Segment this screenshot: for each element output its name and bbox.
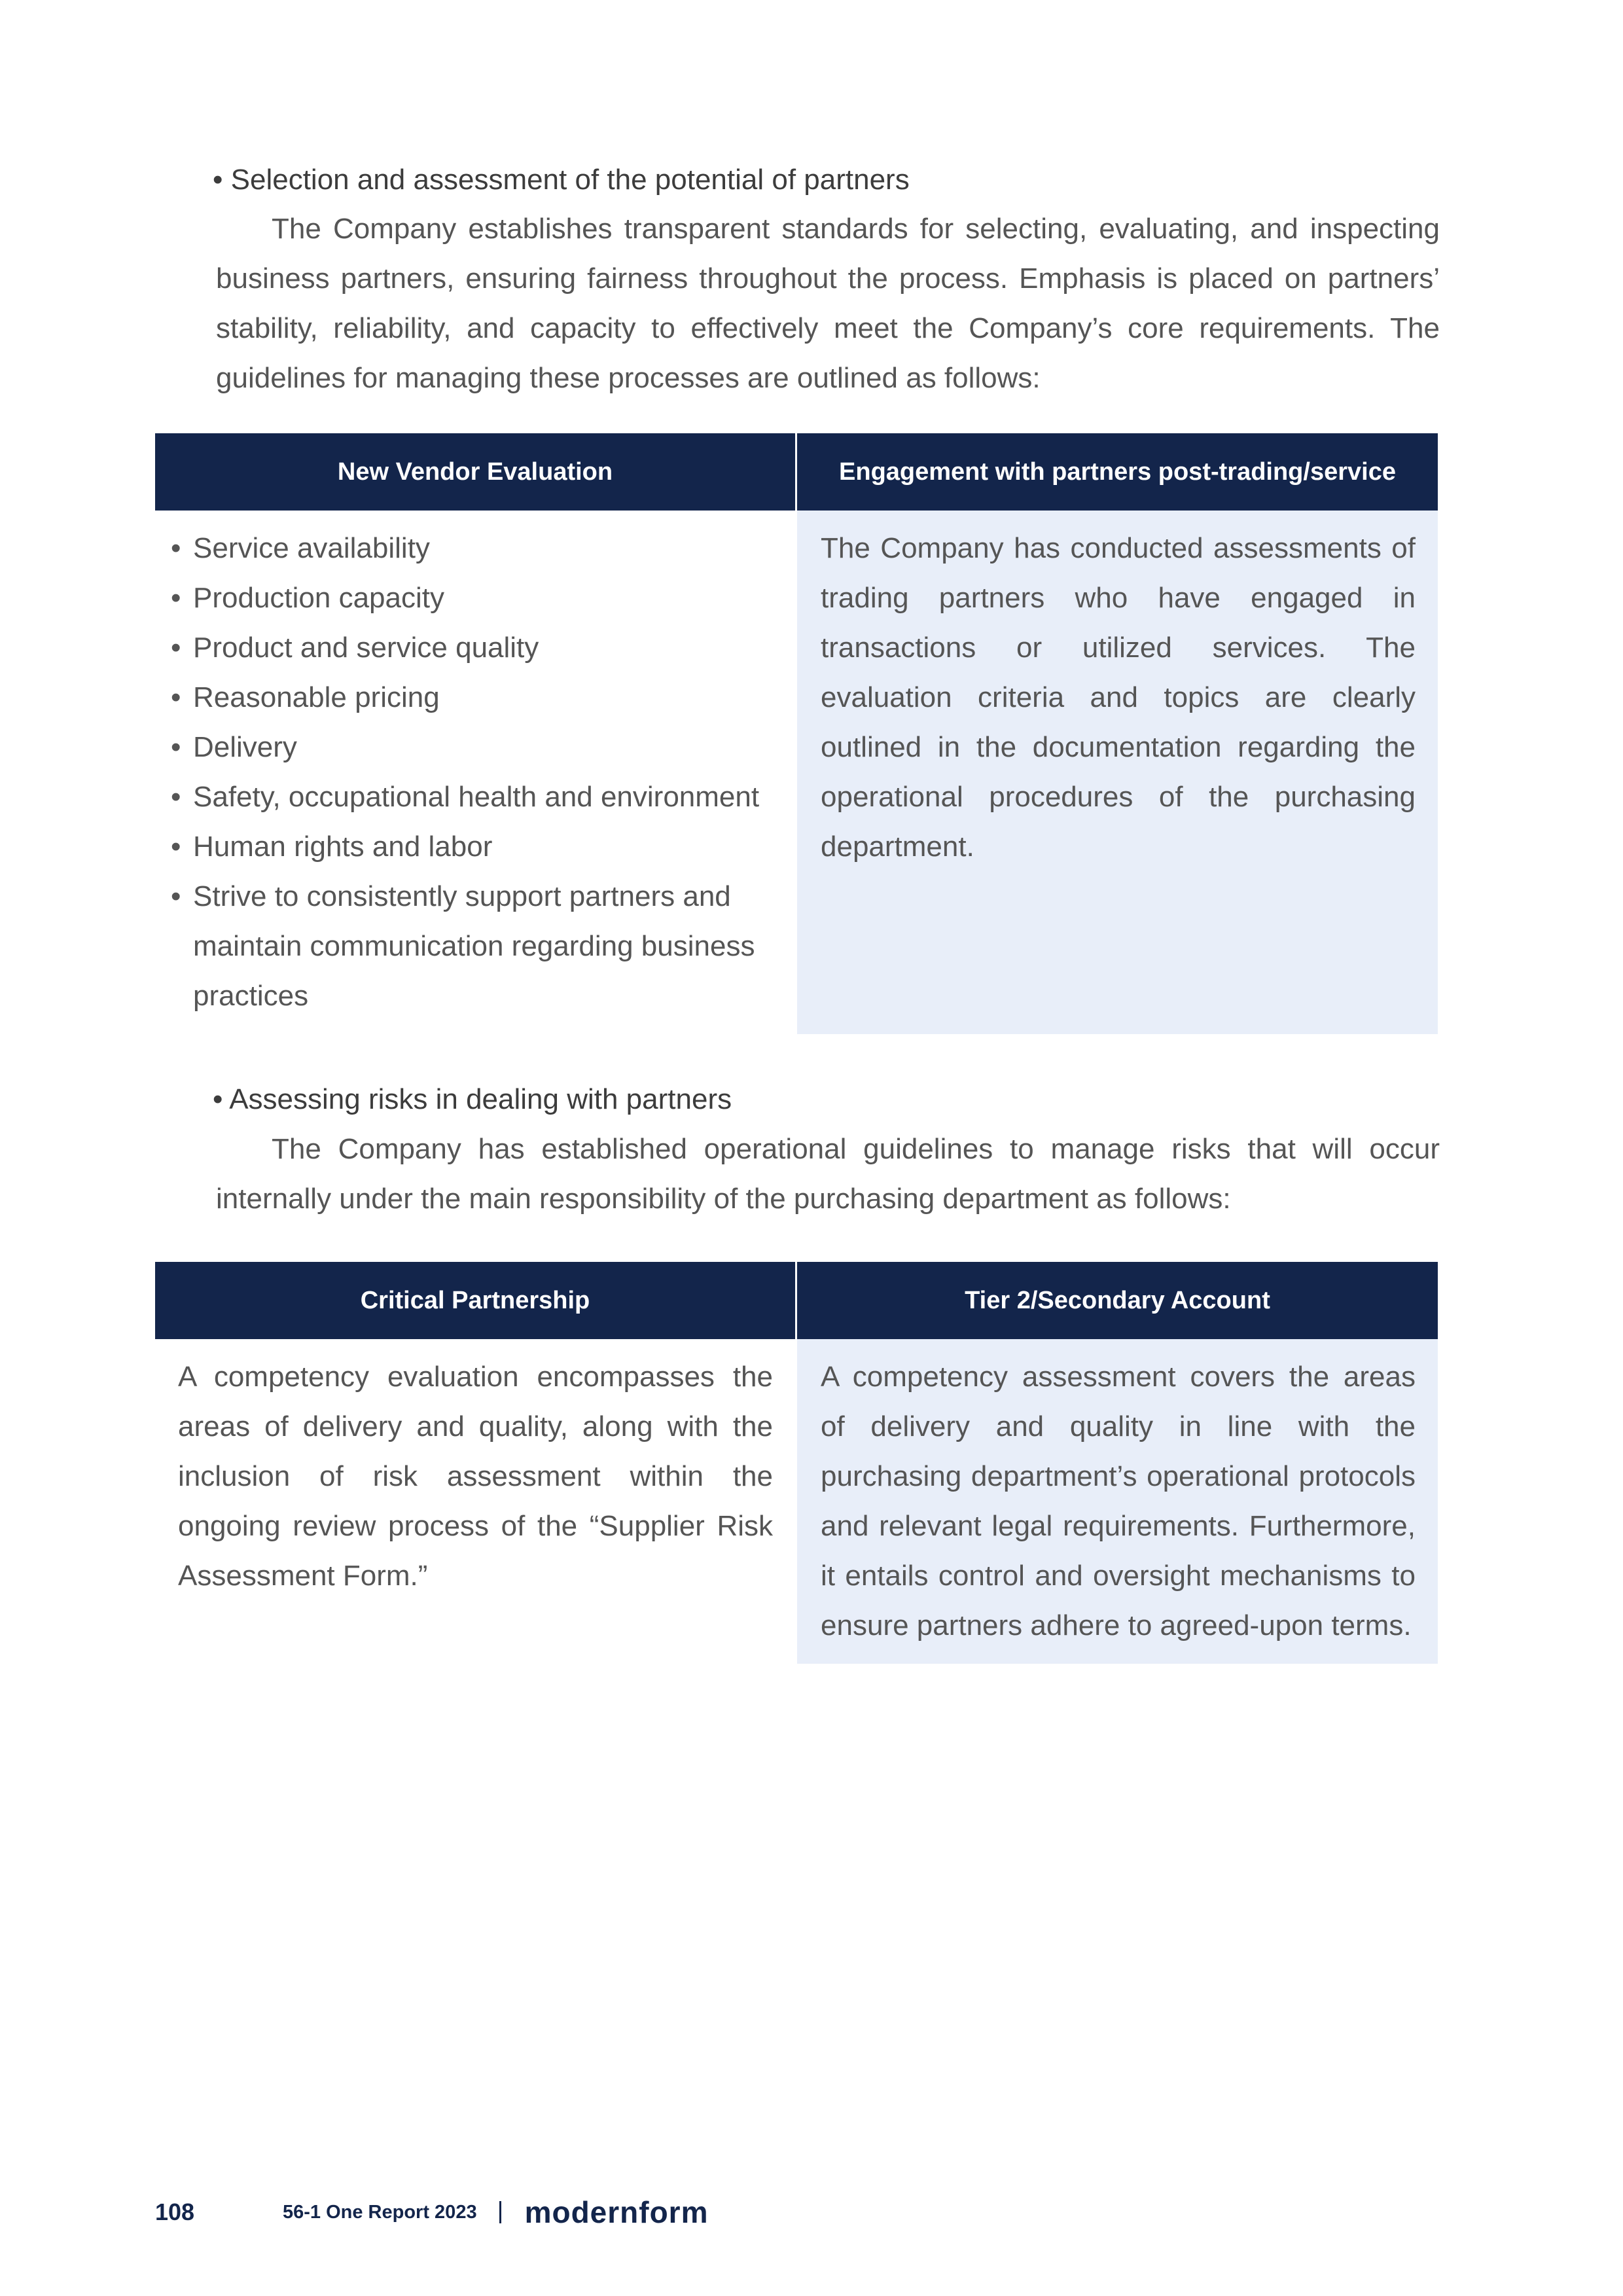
critical-partnership-cell: A competency evaluation encompasses the areas of delivery and quality, along with the inclusion of risk assessment within the ongoing review process of the “Supplier Risk Assessment Form.” <box>155 1339 795 1664</box>
list-item: • Product and service quality <box>171 623 769 673</box>
list-item: • Human rights and labor <box>171 822 769 872</box>
engagement-assessment-cell: The Company has conducted assessments of trading partners who have engaged in transactions or utilized services. The evaluation criteria and topics are clearly outlined in the documentation regarding the operational procedures of the purchasing department. <box>795 511 1438 1034</box>
vendor-criteria-list <box>171 524 769 1021</box>
tier2-secondary-cell: A competency assessment covers the areas of delivery and quality in line with the purchasing department’s operational protocols and relevant legal requirements. Furthermore, it entails control and oversight mechanisms to ensure partners adhere to agreed-upon terms. <box>795 1339 1438 1664</box>
paragraph-text: The Company establishes transparent standards for selecting, evaluating, and inspecting business partners, ensuring fairness throughout the process. Emphasis is placed on partners’ stability, reliability, and capacity to effectively meet the Company’s core requirements. The guidelines for managing these processes are outlined as follows: <box>216 213 1440 394</box>
page-footer <box>155 2193 708 2232</box>
header-tier2-secondary-account: Tier 2/Secondary Account <box>795 1262 1438 1339</box>
list-item: • Service availability <box>171 524 769 573</box>
list-item: • Safety, occupational health and environment <box>171 772 769 822</box>
list-item: • Production capacity <box>171 573 769 623</box>
footer-divider <box>499 2201 501 2223</box>
section-heading-risk-assessment: • Assessing risks in dealing with partners <box>213 1083 732 1115</box>
header-critical-partnership: Critical Partnership <box>155 1262 795 1339</box>
section-paragraph-risk-assessment <box>216 1124 1440 1224</box>
table-header-row <box>155 433 1438 511</box>
section-heading-partner-selection: • Selection and assessment of the potential of partners <box>213 164 910 196</box>
table-header-row <box>155 1262 1438 1339</box>
list-item: • Delivery <box>171 723 769 772</box>
header-engagement-post-trading: Engagement with partners post-trading/service <box>795 433 1438 511</box>
brand-logo: modernform <box>524 2195 709 2229</box>
list-item: • Reasonable pricing <box>171 673 769 723</box>
vendor-evaluation-table <box>155 433 1438 1034</box>
paragraph-text: The Company has established operational guidelines to manage risks that will occur internally under the main responsibility of the purchasing department as follows: <box>216 1133 1440 1215</box>
new-vendor-criteria-cell <box>155 511 795 1034</box>
section-paragraph-partner-selection <box>216 204 1440 403</box>
list-item: • Strive to consistently support partners and maintain communication regarding business practices <box>171 872 769 1021</box>
table-body-row <box>155 511 1438 1034</box>
header-new-vendor-evaluation: New Vendor Evaluation <box>155 433 795 511</box>
table-body-row <box>155 1339 1438 1664</box>
report-label: 56-1 One Report 2023 <box>283 2201 477 2223</box>
partnership-risk-table <box>155 1262 1438 1664</box>
page-number: 108 <box>155 2198 195 2225</box>
